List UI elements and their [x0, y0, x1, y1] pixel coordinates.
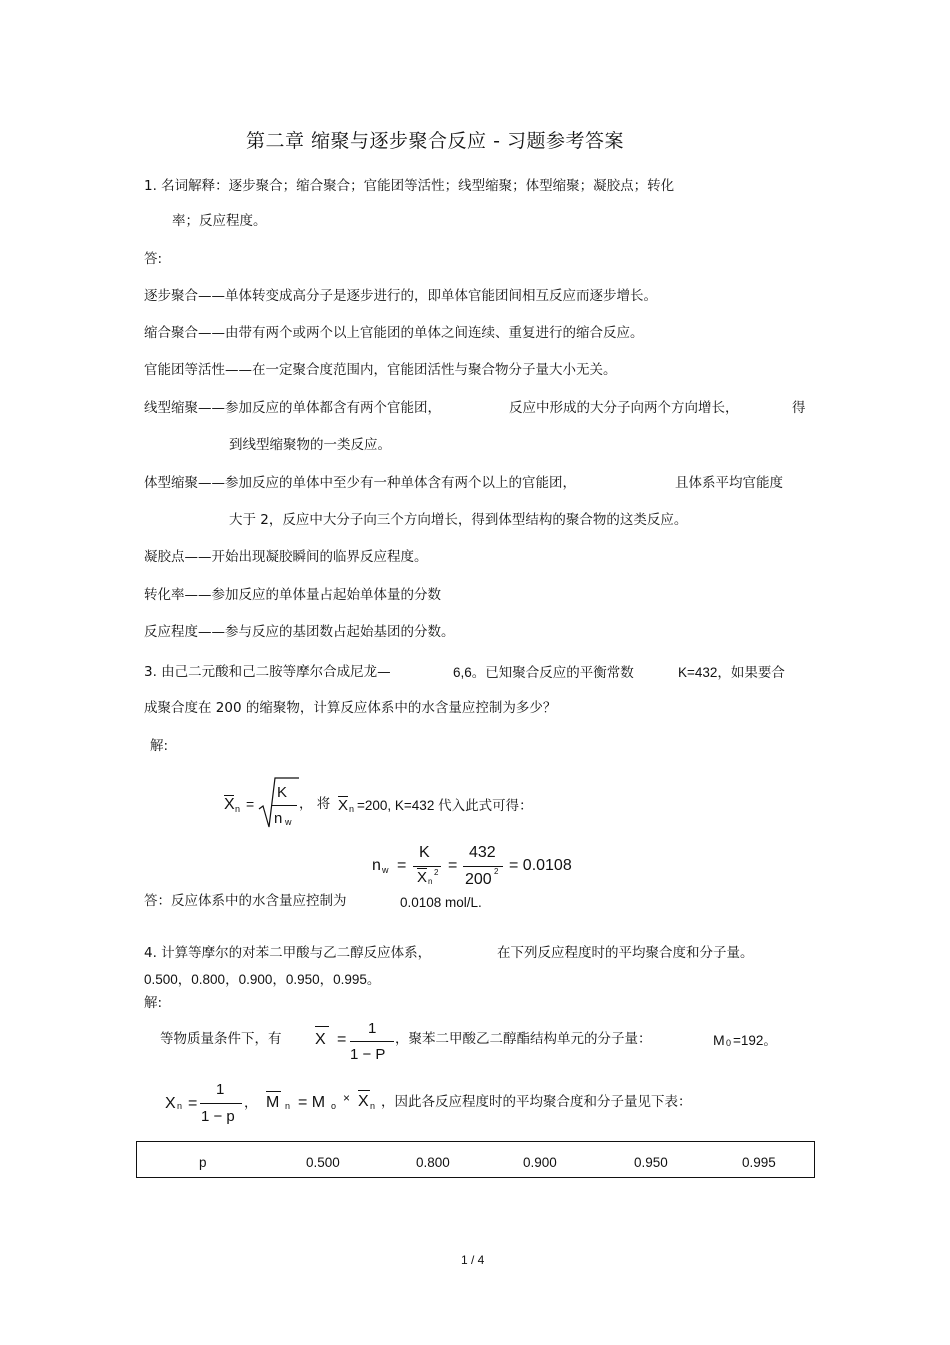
formula-xn-sub: n — [235, 804, 241, 814]
formula-num-1: 1 — [216, 1081, 225, 1098]
q1-line2: 率；反应程度。 — [172, 213, 267, 229]
overbar — [358, 1090, 370, 1091]
formula-eq-mo: = M — [298, 1094, 326, 1111]
formula-result: = 0.0108 — [509, 857, 572, 874]
q3-line1-b: 6,6。已知聚合反应的平衡常数 — [453, 665, 634, 680]
formula-eq: = — [246, 796, 255, 812]
formula-k-num: K — [419, 844, 430, 861]
table-cell: 0.950 — [634, 1155, 668, 1170]
q1-answer-label: 答: — [144, 251, 163, 267]
formula-xn-2: X — [358, 1093, 369, 1110]
formula-eq-2: = — [448, 857, 458, 874]
formula-text-b: =200, K=432 代入此式可得： — [357, 798, 533, 813]
def-network-b: 且体系平均官能度 — [675, 475, 783, 491]
formula-k: K — [277, 784, 288, 801]
formula-comma: ， — [244, 1095, 258, 1111]
formula-mn-sub: n — [285, 1101, 291, 1111]
formula-xn-den: X — [417, 869, 428, 886]
formula-mo-sub: o — [331, 1101, 337, 1111]
overbar — [315, 1026, 329, 1027]
fraction-bar — [350, 1041, 394, 1042]
formula-eq: = — [337, 1031, 347, 1048]
fraction-bar — [200, 1103, 242, 1104]
def-stepwise: 逐步聚合——单体转变成高分子是逐步进行的，即单体官能团间相互反应而逐步增长。 — [144, 288, 657, 304]
formula-nw-lhs-sub: w — [382, 865, 389, 875]
def-network-a: 体型缩聚——参加反应的单体中至少有一种单体含有两个以上的官能团， — [144, 475, 576, 491]
q4-cond-text-a: 等物质量条件下，有 — [160, 1031, 282, 1047]
q4-line1-b: 在下列反应程度时的平均聚合度和分子量。 — [497, 945, 754, 961]
formula-200: 200 — [465, 871, 492, 888]
formula-text: ，因此各反应程度时的平均聚合度和分子量见下表： — [381, 1094, 692, 1110]
q3-answer-a: 答：反应体系中的水含量应控制为 — [144, 893, 347, 909]
page-number: 1 / 4 — [461, 1253, 485, 1267]
formula-text-a: ， 将 — [299, 796, 331, 812]
conversion-table — [136, 1141, 815, 1178]
def-equal-reactivity: 官能团等活性——在一定聚合度范围内，官能团活性与聚合物分子量大小无关。 — [144, 362, 617, 378]
def-linear-a: 线型缩聚——参加反应的单体都含有两个官能团， — [144, 400, 441, 416]
formula-nw-lhs: n — [372, 857, 381, 874]
formula-m0-value: =192。 — [733, 1033, 777, 1048]
def-conversion: 转化率——参加反应的单体量占起始单体量的分数 — [144, 587, 441, 603]
overbar — [266, 1091, 281, 1092]
def-linear-c: 得 — [792, 400, 806, 416]
q4-cond-text-b: ，聚苯二甲酸乙二醇酯结构单元的分子量： — [395, 1031, 652, 1047]
def-linear-b: 反应中形成的大分子向两个方向增长， — [509, 400, 739, 416]
table-header-p: p — [199, 1155, 207, 1170]
table-cell: 0.900 — [523, 1155, 557, 1170]
page-title: 第二章 缩聚与逐步聚合反应 - 习题参考答案 — [246, 130, 624, 152]
formula-nw: n — [274, 810, 283, 827]
q4-line2: 0.500，0.800，0.900，0.950，0.995。 — [144, 972, 381, 987]
formula-den-1p: 1 − P — [350, 1046, 386, 1063]
q4-solution-label: 解: — [144, 995, 163, 1011]
q3-answer-b: 0.0108 mol/L. — [400, 895, 482, 910]
formula-xn-2-sub: n — [370, 1101, 376, 1111]
formula-xn-2: X — [338, 797, 349, 814]
q4-line1-a: 4. 计算等摩尔的对苯二甲酸与乙二醇反应体系， — [144, 945, 432, 961]
formula-mn: M — [266, 1094, 280, 1111]
formula-eq: = — [188, 1095, 198, 1112]
def-gel-point: 凝胶点——开始出现凝胶瞬间的临界反应程度。 — [144, 549, 428, 565]
q3-line1-a: 3. 由己二元酸和己二胺等摩尔合成尼龙— — [144, 664, 391, 680]
table-cell: 0.995 — [742, 1155, 776, 1170]
q1-line1: 1. 名词解释：逐步聚合；缩合聚合；官能团等活性；线型缩聚；体型缩聚；凝胶点；转化 — [144, 178, 675, 194]
formula-num-1: 1 — [368, 1020, 377, 1037]
def-extent: 反应程度——参与反应的基团数占起始基团的分数。 — [144, 624, 455, 640]
formula-nw-sub: w — [285, 817, 292, 827]
table-cell: 0.500 — [306, 1155, 340, 1170]
q3-line1-c: K=432，如果要合 — [678, 665, 785, 680]
q3-line2: 成聚合度在 200 的缩聚物，计算反应体系中的水含量应控制为多少？ — [144, 700, 557, 716]
formula-x: X — [315, 1031, 326, 1048]
formula-432: 432 — [469, 844, 496, 861]
formula-xn-2-sub: n — [349, 804, 355, 814]
def-condensation: 缩合聚合——由带有两个或两个以上官能团的单体之间连续、重复进行的缩合反应。 — [144, 325, 644, 341]
q3-solution-label: 解: — [150, 738, 169, 754]
def-network-c: 大于 2，反应中大分子向三个方向增长，得到体型结构的聚合物的这类反应。 — [229, 512, 688, 528]
formula-xn-den-sup: 2 — [434, 868, 439, 877]
formula-xn-den-sub: n — [428, 877, 433, 886]
def-linear-d: 到线型缩聚物的一类反应。 — [229, 437, 391, 453]
formula-xn: X — [165, 1095, 176, 1112]
fraction-bar — [413, 866, 441, 867]
formula-times: × — [343, 1091, 351, 1105]
formula-m0: M — [713, 1032, 725, 1048]
formula-m0-sub: 0 — [726, 1038, 732, 1048]
formula-xn: X — [224, 796, 235, 813]
formula-eq-1: = — [397, 857, 407, 874]
table-cell: 0.800 — [416, 1155, 450, 1170]
formula-den-1p: 1 − p — [201, 1108, 235, 1125]
formula-xn-sub: n — [177, 1101, 183, 1111]
fraction-bar — [271, 805, 297, 806]
formula-200-sup: 2 — [494, 867, 499, 876]
